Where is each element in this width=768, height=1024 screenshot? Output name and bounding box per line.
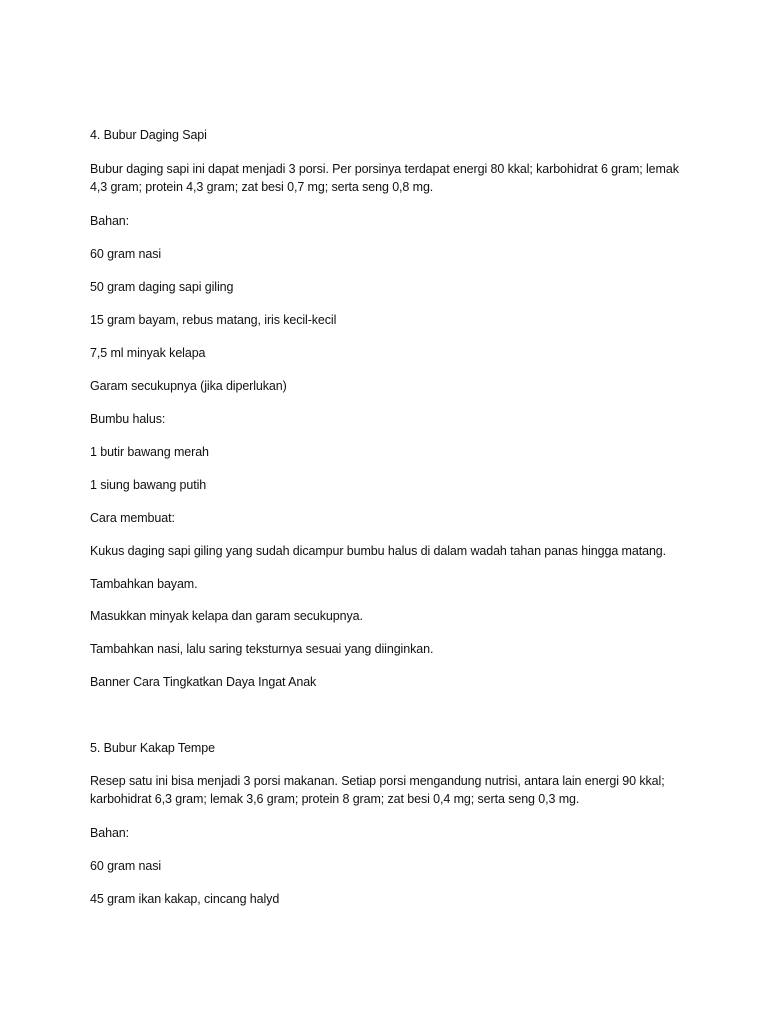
step-item: Kukus daging sapi giling yang sudah dicampur bumbu halus di dalam wadah tahan panas hingga matang.	[90, 544, 667, 558]
section-intro: Resep satu ini bisa menjadi 3 porsi makanan. Setiap porsi mengandung nutrisi, antara lain energi 90 kkal; karbohidrat 6,3 gram; lemak 3,6 gram; protein 8 gram; zat besi 0,4 mg; serta seng 0,3 mg.	[90, 774, 665, 806]
ingredient-item: 45 gram ikan kakap, cincang halyd	[90, 892, 280, 906]
step-item: Masukkan minyak kelapa dan garam secukupnya.	[90, 609, 363, 623]
section-heading: 5. Bubur Kakap Tempe	[90, 741, 215, 755]
section-intro: Bubur daging sapi ini dapat menjadi 3 porsi. Per porsinya terdapat energi 80 kkal; karbohidrat 6 gram; lemak 4,3 gram; protein 4,3 gram; zat besi 0,7 mg; serta seng 0,8 mg.	[90, 162, 679, 194]
ingredient-item: 60 gram nasi	[90, 247, 162, 261]
ingredient-item: 15 gram bayam, rebus matang, iris kecil-kecil	[90, 313, 337, 327]
bahan-label: Bahan:	[90, 214, 130, 228]
bumbu-label: Bumbu halus:	[90, 412, 166, 426]
ingredient-item: 7,5 ml minyak kelapa	[90, 346, 206, 360]
section-heading: 4. Bubur Daging Sapi	[90, 128, 207, 142]
bumbu-item: 1 siung bawang putih	[90, 478, 207, 492]
banner-text: Banner Cara Tingkatkan Daya Ingat Anak	[90, 675, 317, 689]
step-item: Tambahkan nasi, lalu saring teksturnya sesuai yang diinginkan.	[90, 642, 434, 656]
cara-label: Cara membuat:	[90, 511, 175, 525]
ingredient-item: 60 gram nasi	[90, 859, 162, 873]
bumbu-item: 1 butir bawang merah	[90, 445, 209, 459]
ingredient-item: Garam secukupnya (jika diperlukan)	[90, 379, 287, 393]
bahan-label: Bahan:	[90, 826, 130, 840]
step-item: Tambahkan bayam.	[90, 577, 198, 591]
ingredient-item: 50 gram daging sapi giling	[90, 280, 234, 294]
